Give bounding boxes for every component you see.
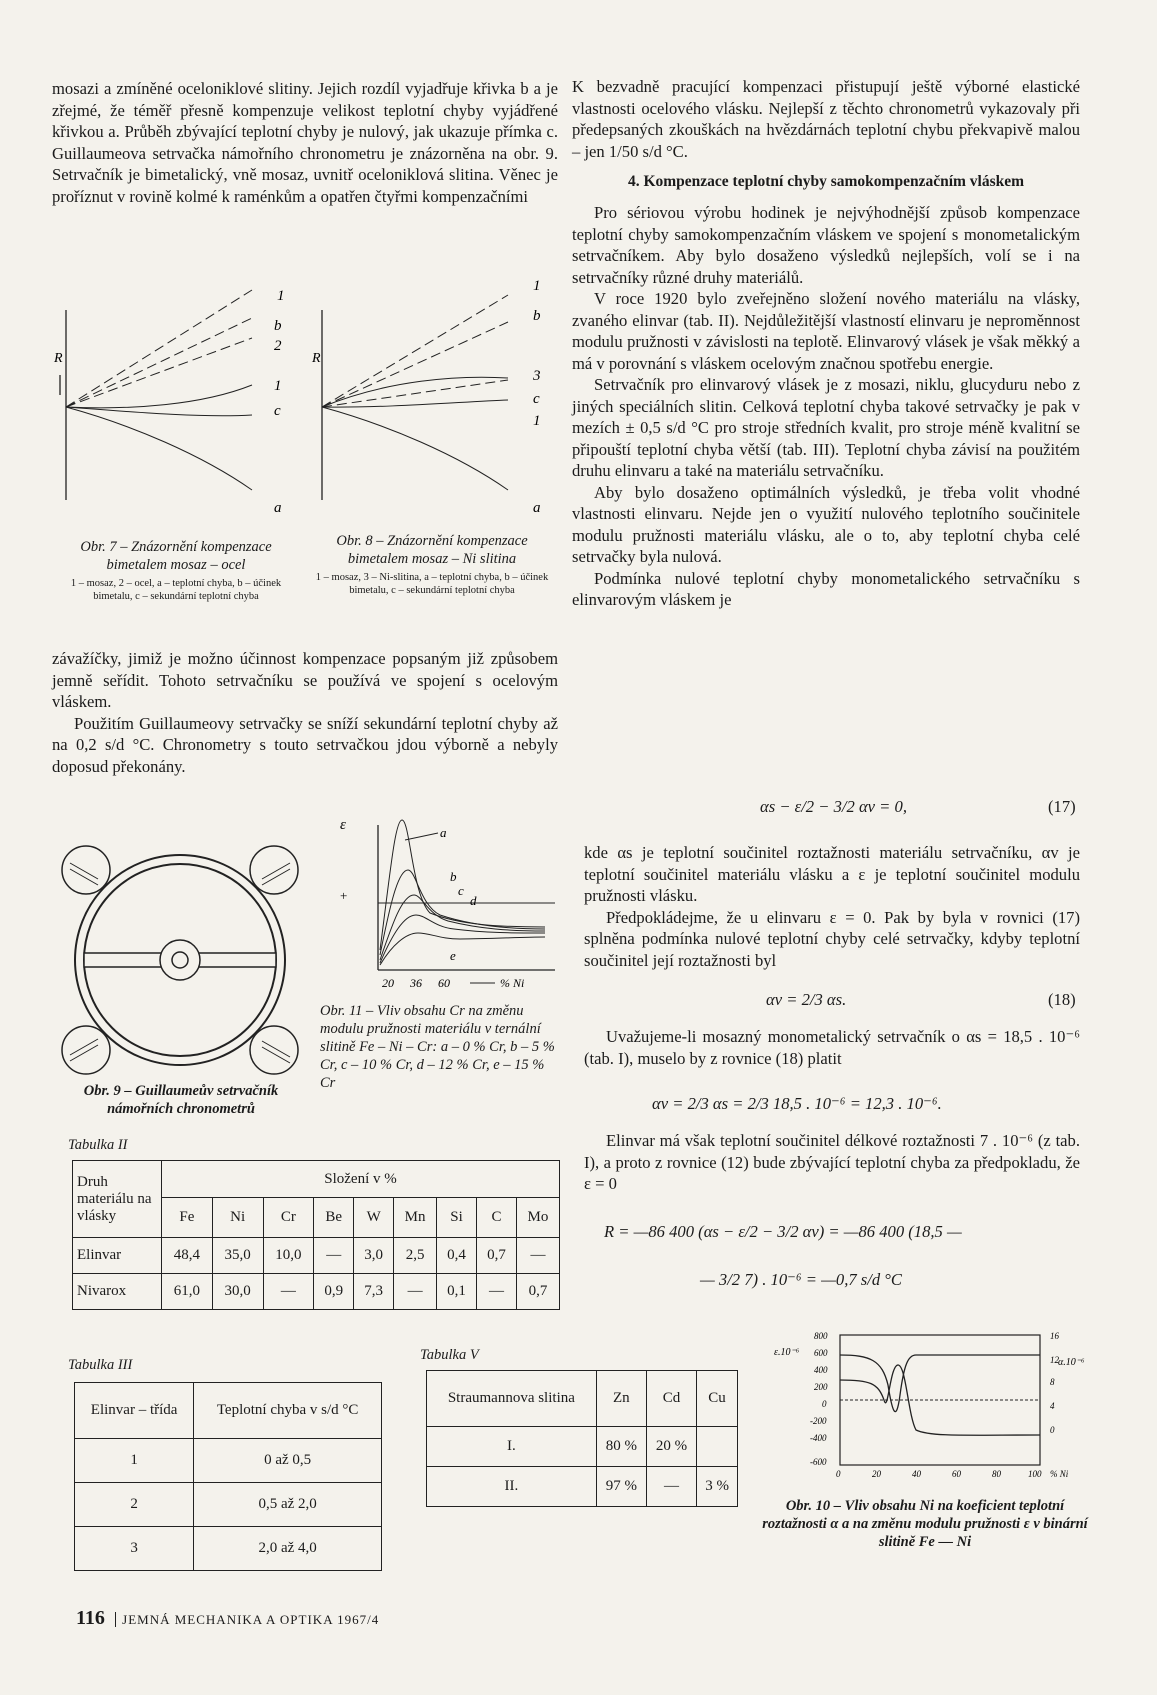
table-row: 2 0,5 až 2,0 <box>75 1483 382 1527</box>
right-column-low <box>584 1130 1080 1195</box>
svg-text:α.10⁻⁶: α.10⁻⁶ <box>1058 1357 1085 1368</box>
table-row: Elinvar 48,4 35,0 10,0 — 3,0 2,5 0,4 0,7 — <box>73 1238 560 1274</box>
svg-text:36: 36 <box>410 976 422 990</box>
fig11-caption: Obr. 11 – Vliv obsahu Cr na změnu modulu pružnosti materiálu v ternální slitině Fe – Ni – Cr: a – 0 % Cr, b – 5 % Cr, c – 10 % Cr, d – 12 % Cr, e – 15 % Cr <box>320 1003 555 1091</box>
fig10-caption: Obr. 10 – Vliv obsahu Ni na koeficient teplotní roztažnosti α a na změnu modulu pružnosti ε v binární slitině Fe — Ni <box>762 1498 1088 1550</box>
svg-text:8: 8 <box>1050 1377 1055 1387</box>
svg-text:20: 20 <box>872 1469 881 1479</box>
table-row: Nivarox 61,0 30,0 — 0,9 7,3 — 0,1 — 0,7 <box>73 1274 560 1310</box>
svg-text:20: 20 <box>382 976 394 990</box>
svg-text:16: 16 <box>1050 1331 1059 1341</box>
svg-text:400: 400 <box>814 1365 828 1375</box>
svg-text:+: + <box>340 888 348 903</box>
equation-17-number: (17) <box>1048 797 1076 816</box>
svg-text:0: 0 <box>822 1399 827 1409</box>
svg-text:-600: -600 <box>810 1457 827 1467</box>
right-column-mid <box>584 842 1080 971</box>
figure-11 <box>330 815 560 995</box>
right-paragraph-2: Pro sériovou výrobu hodinek je nejvýhodnější způsob kompenzace teplotní chyby samokompenzačním vláskem ve spojení s monometalickým setrvačníkem. Aby bylo dosaženo výsledků nejlepších, volí se i na setrvačníky různé druhy materiálů. <box>572 203 1080 287</box>
svg-text:800: 800 <box>814 1331 828 1341</box>
table-row: I. 80 % 20 % <box>427 1427 738 1467</box>
table-5: Straumannova slitina Zn Cd Cu I. 80 % 20 % II. 97 % — 3 % <box>426 1370 738 1507</box>
figure-9 <box>60 825 310 1095</box>
right-paragraph-1: K bezvadně pracující kompenzaci přistupují ještě výborné elastické vlastnosti ocelového vlásku. Nejlepší z těchto chronometrů vykazovaly při předepsaných zkouškách na hvězdárnách teplotní chybu překvapivě malou – jen 1/50 s/d °C. <box>572 77 1080 161</box>
svg-text:1: 1 <box>533 413 541 429</box>
svg-text:2: 2 <box>274 338 282 354</box>
svg-text:% Ni: % Ni <box>500 976 525 990</box>
left-paragraph-3: Použitím Guillaumeovy setrvačky se sníží sekundární teplotní chyby až na 0,2 s/d °C. Chronometry s touto setrvačkou jdou výborně a nebyly doposud překonány. <box>52 713 558 776</box>
equation-20-line1: R = —86 400 (αs − ε/2 − 3/2 αv) = —86 400 (18,5 — <box>604 1222 962 1241</box>
left-paragraph-1: mosazi a zmíněné oceloniklové slitiny. Jejich rozdíl vyjadřuje křivka b a je zřejmé, že téměř přesně kompenzuje velikost teplotní chyby vyjádřené křivkou a. Průběh zbývající teplotní chyby je nulový, jak ukazuje přímka c. Guillaumeova setrvačka námořního chronometru je znázorněna na obr. 9. Setrvačník je bimetalický, vně mosaz, uvnitř oceloniklová slitina. Věnec je proříznut v rovině kolmé k raménkům a opatřen čtyřmi kompenzačními <box>52 79 558 206</box>
table5-title: Tabulka V <box>420 1347 479 1363</box>
svg-text:c: c <box>458 883 464 898</box>
right-paragraph-9: Uvažujeme-li mosazný monometalický setrvačník o αs = 18,5 . 10⁻⁶ (tab. I), muselo by z rovnice (18) platit <box>584 1027 1080 1068</box>
right-paragraph-3: V roce 1920 bylo zveřejněno složení nového materiálu na vlásky, zvaného elinvar (tab. II). Nejdůležitější vlastností elinvaru je neproměnnost modulu pružnosti v závislosti na teplotě. Elinvarový vlásek je však měkký a má v porovnání s vláskem ocelovým značnou spotřebu energie. <box>572 289 1080 373</box>
svg-text:40: 40 <box>912 1469 921 1479</box>
svg-text:12: 12 <box>1050 1355 1059 1365</box>
left-paragraph-2: závažíčky, jimiž je možno účinnost kompenzace popsaným již způsobem jemně seřídit. Tohoto setrvačníku se používá ve spojení s ocelovým vláskem. <box>52 649 558 711</box>
fig7-axis-label: R <box>54 351 63 366</box>
equation-18-number: (18) <box>1048 990 1076 1009</box>
figure-7 <box>52 280 302 520</box>
equation-20-line2: — 3/2 7) . 10⁻⁶ = —0,7 s/d °C <box>700 1270 903 1289</box>
svg-text:b: b <box>450 869 457 884</box>
equation-17: αs − ε/2 − 3/2 αv = 0, <box>760 797 907 816</box>
fig9-caption: Obr. 9 – Guillaumeův setrvačník námořních chronometrů <box>83 1083 279 1117</box>
table-2: Druh materiálu na vlásky Složení v % Fe Ni Cr Be W Mn Si C Mo Elinvar 48,4 35,0 10,0 — 3,0 2,5 0,4 0,7 — Nivarox 61,0 30,0 — 0,9 7,3 — 0,1 — 0,7 <box>72 1160 560 1310</box>
svg-text:e: e <box>450 948 456 963</box>
svg-text:b: b <box>274 318 282 334</box>
svg-text:200: 200 <box>814 1382 828 1392</box>
svg-text:c: c <box>533 391 540 407</box>
table-row: 3 2,0 až 4,0 <box>75 1527 382 1571</box>
figure-10 <box>770 1325 1090 1485</box>
svg-text:100: 100 <box>1028 1469 1042 1479</box>
table-row: 1 0 až 0,5 <box>75 1439 382 1483</box>
right-column-mid2 <box>584 1026 1080 1069</box>
svg-text:ε: ε <box>340 817 346 833</box>
svg-text:0: 0 <box>836 1469 841 1479</box>
svg-text:c: c <box>274 403 281 419</box>
svg-text:1: 1 <box>274 378 282 394</box>
page-number: 116 <box>76 1607 105 1629</box>
right-paragraph-10: Elinvar má však teplotní součinitel délkové roztažnosti 7 . 10⁻⁶ (z tab. I), a proto z rovnice (12) bude zbývající teplotní chyba za předpokladu, že ε = 0 <box>584 1131 1080 1193</box>
svg-text:-400: -400 <box>810 1433 827 1443</box>
svg-text:1: 1 <box>533 280 541 294</box>
equation-19: αv = 2/3 αs = 2/3 18,5 . 10⁻⁶ = 12,3 . 10⁻⁶. <box>652 1094 942 1113</box>
right-paragraph-6: Podmínka nulové teplotní chyby monometalického setrvačníku s elinvarovým vláskem je <box>572 568 1080 609</box>
svg-text:600: 600 <box>814 1348 828 1358</box>
table2-title: Tabulka II <box>68 1137 128 1153</box>
svg-text:60: 60 <box>952 1469 961 1479</box>
right-paragraph-8: Předpokládejme, že u elinvaru ε = 0. Pak by byla v rovnici (17) splněna podmínka nulové teplotní chyby celé setrvačky, kdyby teplotní součinitel její roztažnosti byl <box>584 907 1080 970</box>
svg-text:60: 60 <box>438 976 450 990</box>
page-footer <box>76 1607 379 1630</box>
svg-text:4: 4 <box>1050 1401 1055 1411</box>
svg-text:ε.10⁻⁶: ε.10⁻⁶ <box>774 1347 800 1358</box>
fig8-caption: Obr. 8 – Znázornění kompenzace bimetalem mosaz – Ni slitina 1 – mosaz, 3 – Ni-slitina, a – teplotní chyba, b – účinek bimetalu, c – sekundární teplotní chyba <box>315 533 549 596</box>
table-row: II. 97 % — 3 % <box>427 1467 738 1507</box>
svg-text:% Ni: % Ni <box>1050 1469 1069 1479</box>
svg-text:80: 80 <box>992 1469 1001 1479</box>
right-column <box>572 76 1080 611</box>
right-paragraph-5: Aby bylo dosaženo optimálních výsledků, je třeba volit vhodné vlastnosti elinvaru. Nejde jen o využití nulového teplotního součinitele modulu pružnosti materiálu vlásku, ale o to, aby teplotní chyba celé setrvačky byla nulová. <box>572 482 1080 566</box>
section-heading: 4. Kompenzace teplotní chyby samokompenzačním vláskem <box>627 173 1025 190</box>
svg-text:b: b <box>533 308 541 324</box>
svg-text:1: 1 <box>277 288 285 304</box>
svg-text:-200: -200 <box>810 1416 827 1426</box>
svg-text:3: 3 <box>533 368 541 384</box>
right-paragraph-4: Setrvačník pro elinvarový vlásek je z mosazi, niklu, glucyduru nebo z jiných speciálních slitin. Celková teplotní chyba takové setrvačky je pak v mezích ± 0,5 s/d °C pro stroje středních kvalit, pro stroje méně kvalitní se připouští teplotní chyba větší (tab. III). Teplotní chyba závisí na použitém druhu elinvaru a také na materiálu setrvačníku. <box>572 375 1080 480</box>
table3-title: Tabulka III <box>68 1357 133 1373</box>
svg-text:a: a <box>440 825 447 840</box>
right-paragraph-7: kde αs je teplotní součinitel roztažnosti materiálu setrvačníku, αv je teplotní součinitel materiálu vlásku a ε je teplotní součinitel modulu pružnosti vlásku. <box>584 843 1080 905</box>
fig8-axis-label: R <box>312 351 321 366</box>
left-column-top <box>52 78 558 207</box>
left-column-middle <box>52 648 558 777</box>
svg-text:a: a <box>274 500 282 516</box>
svg-text:a: a <box>533 500 541 516</box>
svg-text:d: d <box>470 893 477 908</box>
svg-text:0: 0 <box>1050 1425 1055 1435</box>
equation-18: αv = 2/3 αs. <box>766 990 847 1009</box>
table-3: Elinvar – třída Teplotní chyba v s/d °C 1 0 až 0,5 2 0,5 až 2,0 3 2,0 až 4,0 <box>74 1382 382 1571</box>
fig7-caption: Obr. 7 – Znázornění kompenzace bimetalem mosaz – ocel 1 – mosaz, 2 – ocel, a – teplotní chyba, b – účinek bimetalu, c – sekundární teplotní chyba <box>70 539 282 602</box>
journal-name: JEMNÁ MECHANIKA A OPTIKA 1967/4 <box>122 1612 380 1627</box>
figure-8 <box>308 280 558 520</box>
